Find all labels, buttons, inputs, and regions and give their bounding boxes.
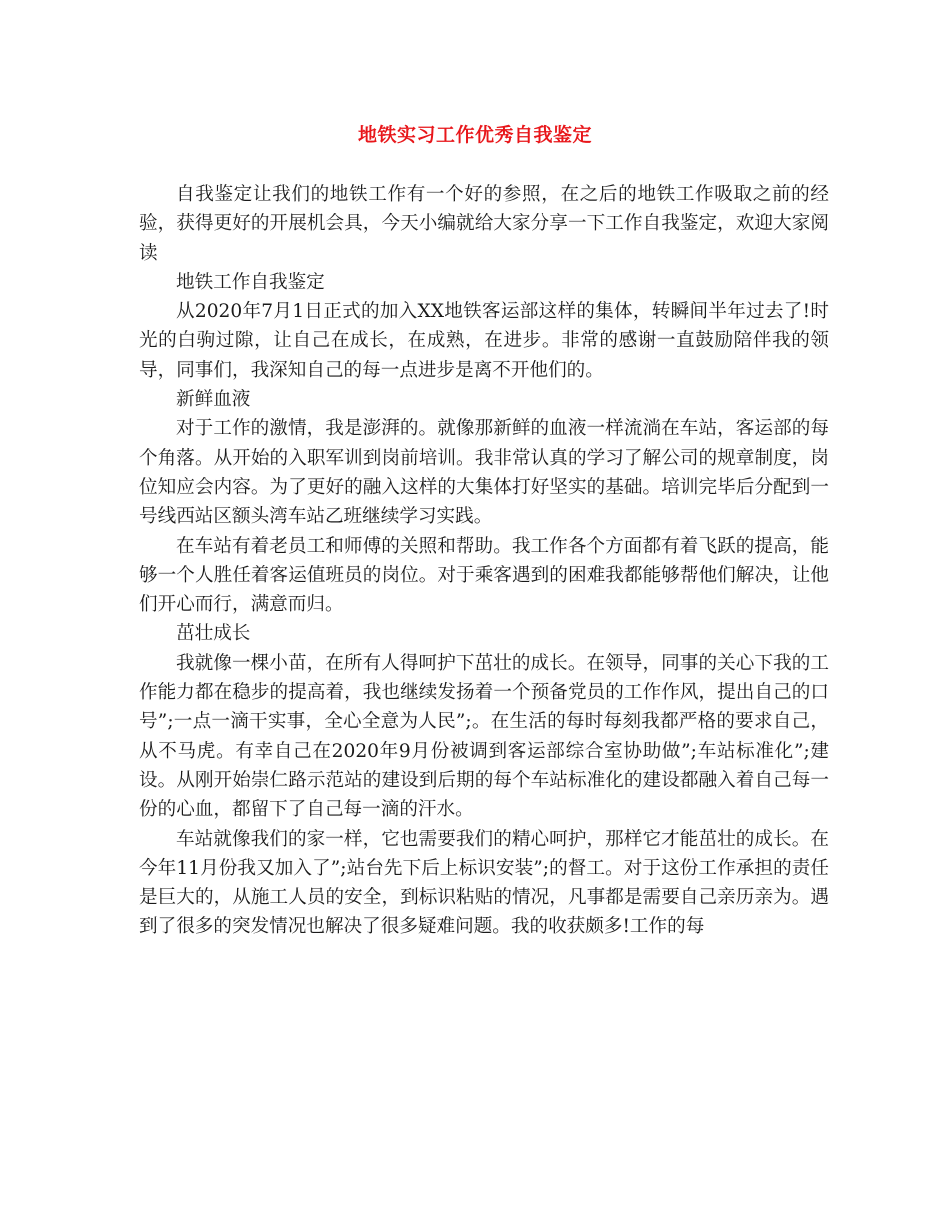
section-heading: 新鲜血液	[176, 389, 251, 411]
body-paragraph: 从2020年7月1日正式的加入XX地铁客运部这样的集体，转瞬间半年过去了!时光的白驹过隙，让自己在成长，在成熟，在进步。非常的感谢一直鼓励陪伴我的领导，同事们，我深知自己的每一点进步是离不开他们的。	[139, 301, 829, 381]
section-heading: 茁壮成长	[176, 623, 251, 645]
body-paragraph: 对于工作的激情，我是澎湃的。就像那新鲜的血液一样流淌在车站，客运部的每个角落。从开始的入职军训到岗前培训。我非常认真的学习了解公司的规章制度，岗位知应会内容。为了更好的融入这样的大集体打好坚实的基础。培训完毕后分配到一号线西站区额头湾车站乙班继续学习实践。	[139, 418, 829, 528]
document-title: 地铁实习工作优秀自我鉴定	[357, 124, 592, 146]
intro-paragraph: 自我鉴定让我们的地铁工作有一个好的参照，在之后的地铁工作吸取之前的经验，获得更好的开展机会具，今天小编就给大家分享一下工作自我鉴定，欢迎大家阅读	[139, 184, 829, 264]
section-heading: 地铁工作自我鉴定	[176, 271, 325, 293]
body-paragraph: 我就像一棵小苗，在所有人得呵护下茁壮的成长。在领导，同事的关心下我的工作能力都在稳步的提高着，我也继续发扬着一个预备党员的工作作风，提出自己的口号”;一点一滴干实事，全心全意为人民”;。在生活的每时每刻我都严格的要求自己，从不马虎。有幸自己在2020年9月份被调到客运部综合室协助做”;车站标准化”;建设。从刚开始崇仁路示范站的建设到后期的每个车站标准化的建设都融入着自己每一份的心血，都留下了自己每一滴的汗水。	[139, 652, 829, 821]
body-paragraph: 在车站有着老员工和师傅的关照和帮助。我工作各个方面都有着飞跃的提高，能够一个人胜任着客运值班员的岗位。对于乘客遇到的困难我都能够帮他们解决，让他们开心而行，满意而归。	[139, 535, 829, 616]
document-body	[139, 180, 829, 942]
body-paragraph: 车站就像我们的家一样，它也需要我们的精心呵护，那样它才能茁壮的成长。在今年11月份我又加入了”;站台先下后上标识安装”;的督工。对于这份工作承担的责任是巨大的，从施工人员的安全，到标识粘贴的情况，凡事都是需要自己亲历亲为。遇到了很多的突发情况也解决了很多疑难问题。我的收获颇多!工作的每	[139, 828, 829, 938]
